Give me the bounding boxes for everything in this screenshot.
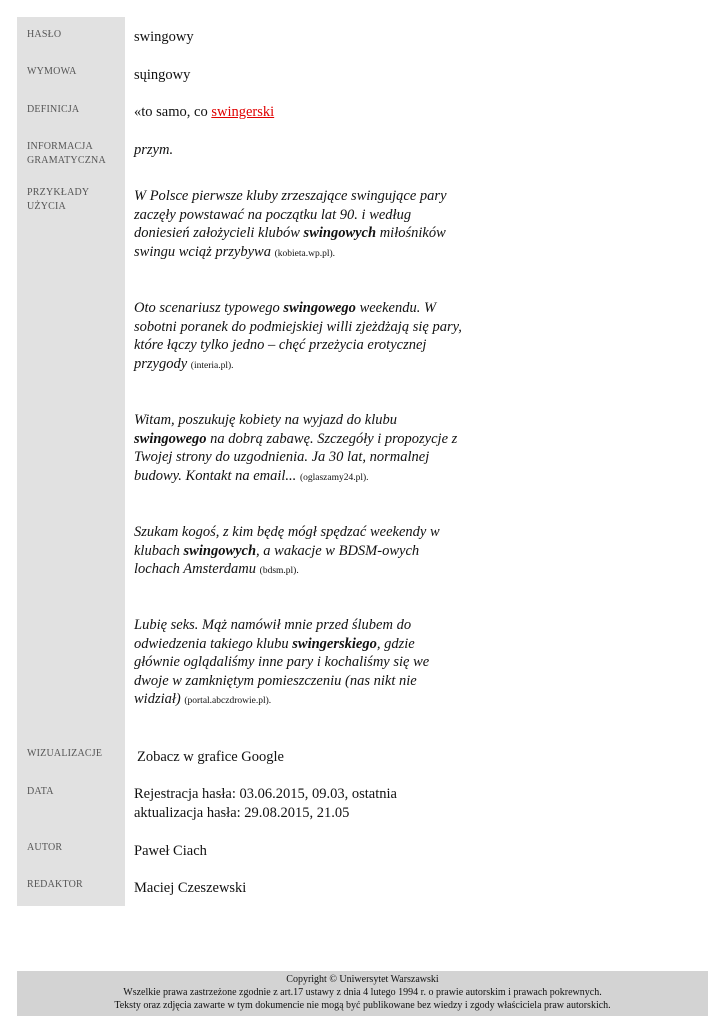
label-haslo: HASŁO: [27, 29, 62, 40]
example-keyword: swingerskiego: [292, 635, 377, 652]
label-przyklady-line1: PRZYKŁADY: [27, 187, 90, 198]
registration-date: Rejestracja hasła: 03.06.2015, 09.03, ostatnia: [134, 786, 397, 802]
example-keyword: swingowych: [183, 542, 257, 559]
example-source: (portal.abczdrowie.pl).: [184, 696, 272, 706]
usage-example: [134, 299, 464, 375]
example-text: miłośników swingu wciąż przybywa: [134, 225, 446, 260]
label-informacja-gramatyczna: [27, 140, 106, 168]
label-informacja-line2: GRAMATYCZNA: [27, 155, 106, 166]
label-redaktor: REDAKTOR: [27, 879, 83, 890]
label-informacja-line1: INFORMACJA: [27, 141, 93, 152]
example-source: (bdsm.pl).: [259, 566, 299, 576]
example-text: , a wakacje w BDSM-owych lochach Amsterdamu: [134, 542, 420, 577]
definition: [134, 103, 274, 122]
usage-example: [134, 616, 464, 711]
entry-dates: [134, 785, 397, 823]
label-przyklady-uzycia: [27, 186, 89, 214]
example-text: Witam, poszukuję kobiety na wyjazd do klubu: [134, 412, 397, 428]
example-text: weekendu. W sobotni poranek do podmiejskiej willi zjeżdżają się pary, które łączy tylko jedno – chęć przeżycia erotycznej przygody: [134, 300, 462, 372]
definition-link[interactable]: swingerski: [211, 104, 275, 120]
example-keyword: swingowego: [283, 300, 356, 316]
headword: swingowy: [134, 29, 194, 45]
example-text: Szukam kogoś, z kim będę mógł spędzać weekendy w klubach: [134, 524, 440, 559]
google-images-link[interactable]: Zobacz w grafice Google: [137, 749, 284, 765]
example-source: (oglaszamy24.pl).: [299, 472, 369, 483]
example-text: W Polsce pierwsze kluby zrzeszające swingujące pary zaczęły powstawać na początku lat 90. i według doniesień założycieli klubów: [134, 188, 447, 241]
author-name: Paweł Ciach: [134, 843, 207, 859]
footer-notice: Teksty oraz zdjęcia zawarte w tym dokumencie nie mogą być publikowane bez wiedzy i zgody właściciela praw autorskich.: [114, 1000, 611, 1011]
usage-example: [134, 187, 464, 263]
example-source: (kobieta.wp.pl).: [274, 248, 335, 259]
editor-name: Maciej Czeszewski: [134, 880, 247, 896]
example-keyword: swingowych: [303, 225, 377, 241]
grammar-info: przym.: [134, 142, 174, 158]
label-data: DATA: [27, 786, 54, 797]
footer-copyright: Copyright © Uniwersytet Warszawski: [286, 974, 439, 985]
pronunciation: sųingowy: [134, 67, 191, 83]
example-text: Oto scenariusz typowego: [134, 300, 284, 316]
usage-example: [134, 523, 464, 581]
example-text: Lubię seks. Mąż namówił mnie przed ślubem do odwiedzenia takiego klubu: [134, 617, 412, 652]
usage-example: [134, 411, 464, 487]
example-keyword: swingowego: [134, 430, 207, 447]
footer-rights: Wszelkie prawa zastrzeżone zgodnie z art.17 ustawy z dnia 4 lutego 1994 r. o prawie autorskim i prawach pokrewnych.: [123, 987, 602, 998]
label-definicja: DEFINICJA: [27, 104, 80, 115]
label-przyklady-line2: UŻYCIA: [27, 201, 66, 212]
definition-text: «to samo, co: [134, 104, 212, 120]
label-autor: AUTOR: [27, 842, 63, 853]
example-text: na dobrą zabawę. Szczegóły i propozycje z Twojej strony do uzgodnienia. Ja 30 lat, normalnej budowy. Kontakt na email...: [134, 430, 458, 484]
label-wymowa: WYMOWA: [27, 66, 77, 77]
example-source: (interia.pl).: [190, 360, 234, 371]
example-text: , gdzie głównie oglądaliśmy inne pary i kochaliśmy się we dwoje w zamkniętym pomieszczeniu (nas nikt nie widział): [134, 635, 430, 707]
copyright-footer: [17, 971, 708, 1016]
label-wizualizacje: WIZUALIZACJE: [27, 748, 103, 759]
update-date: aktualizacja hasła: 29.08.2015, 21.05: [134, 805, 350, 821]
